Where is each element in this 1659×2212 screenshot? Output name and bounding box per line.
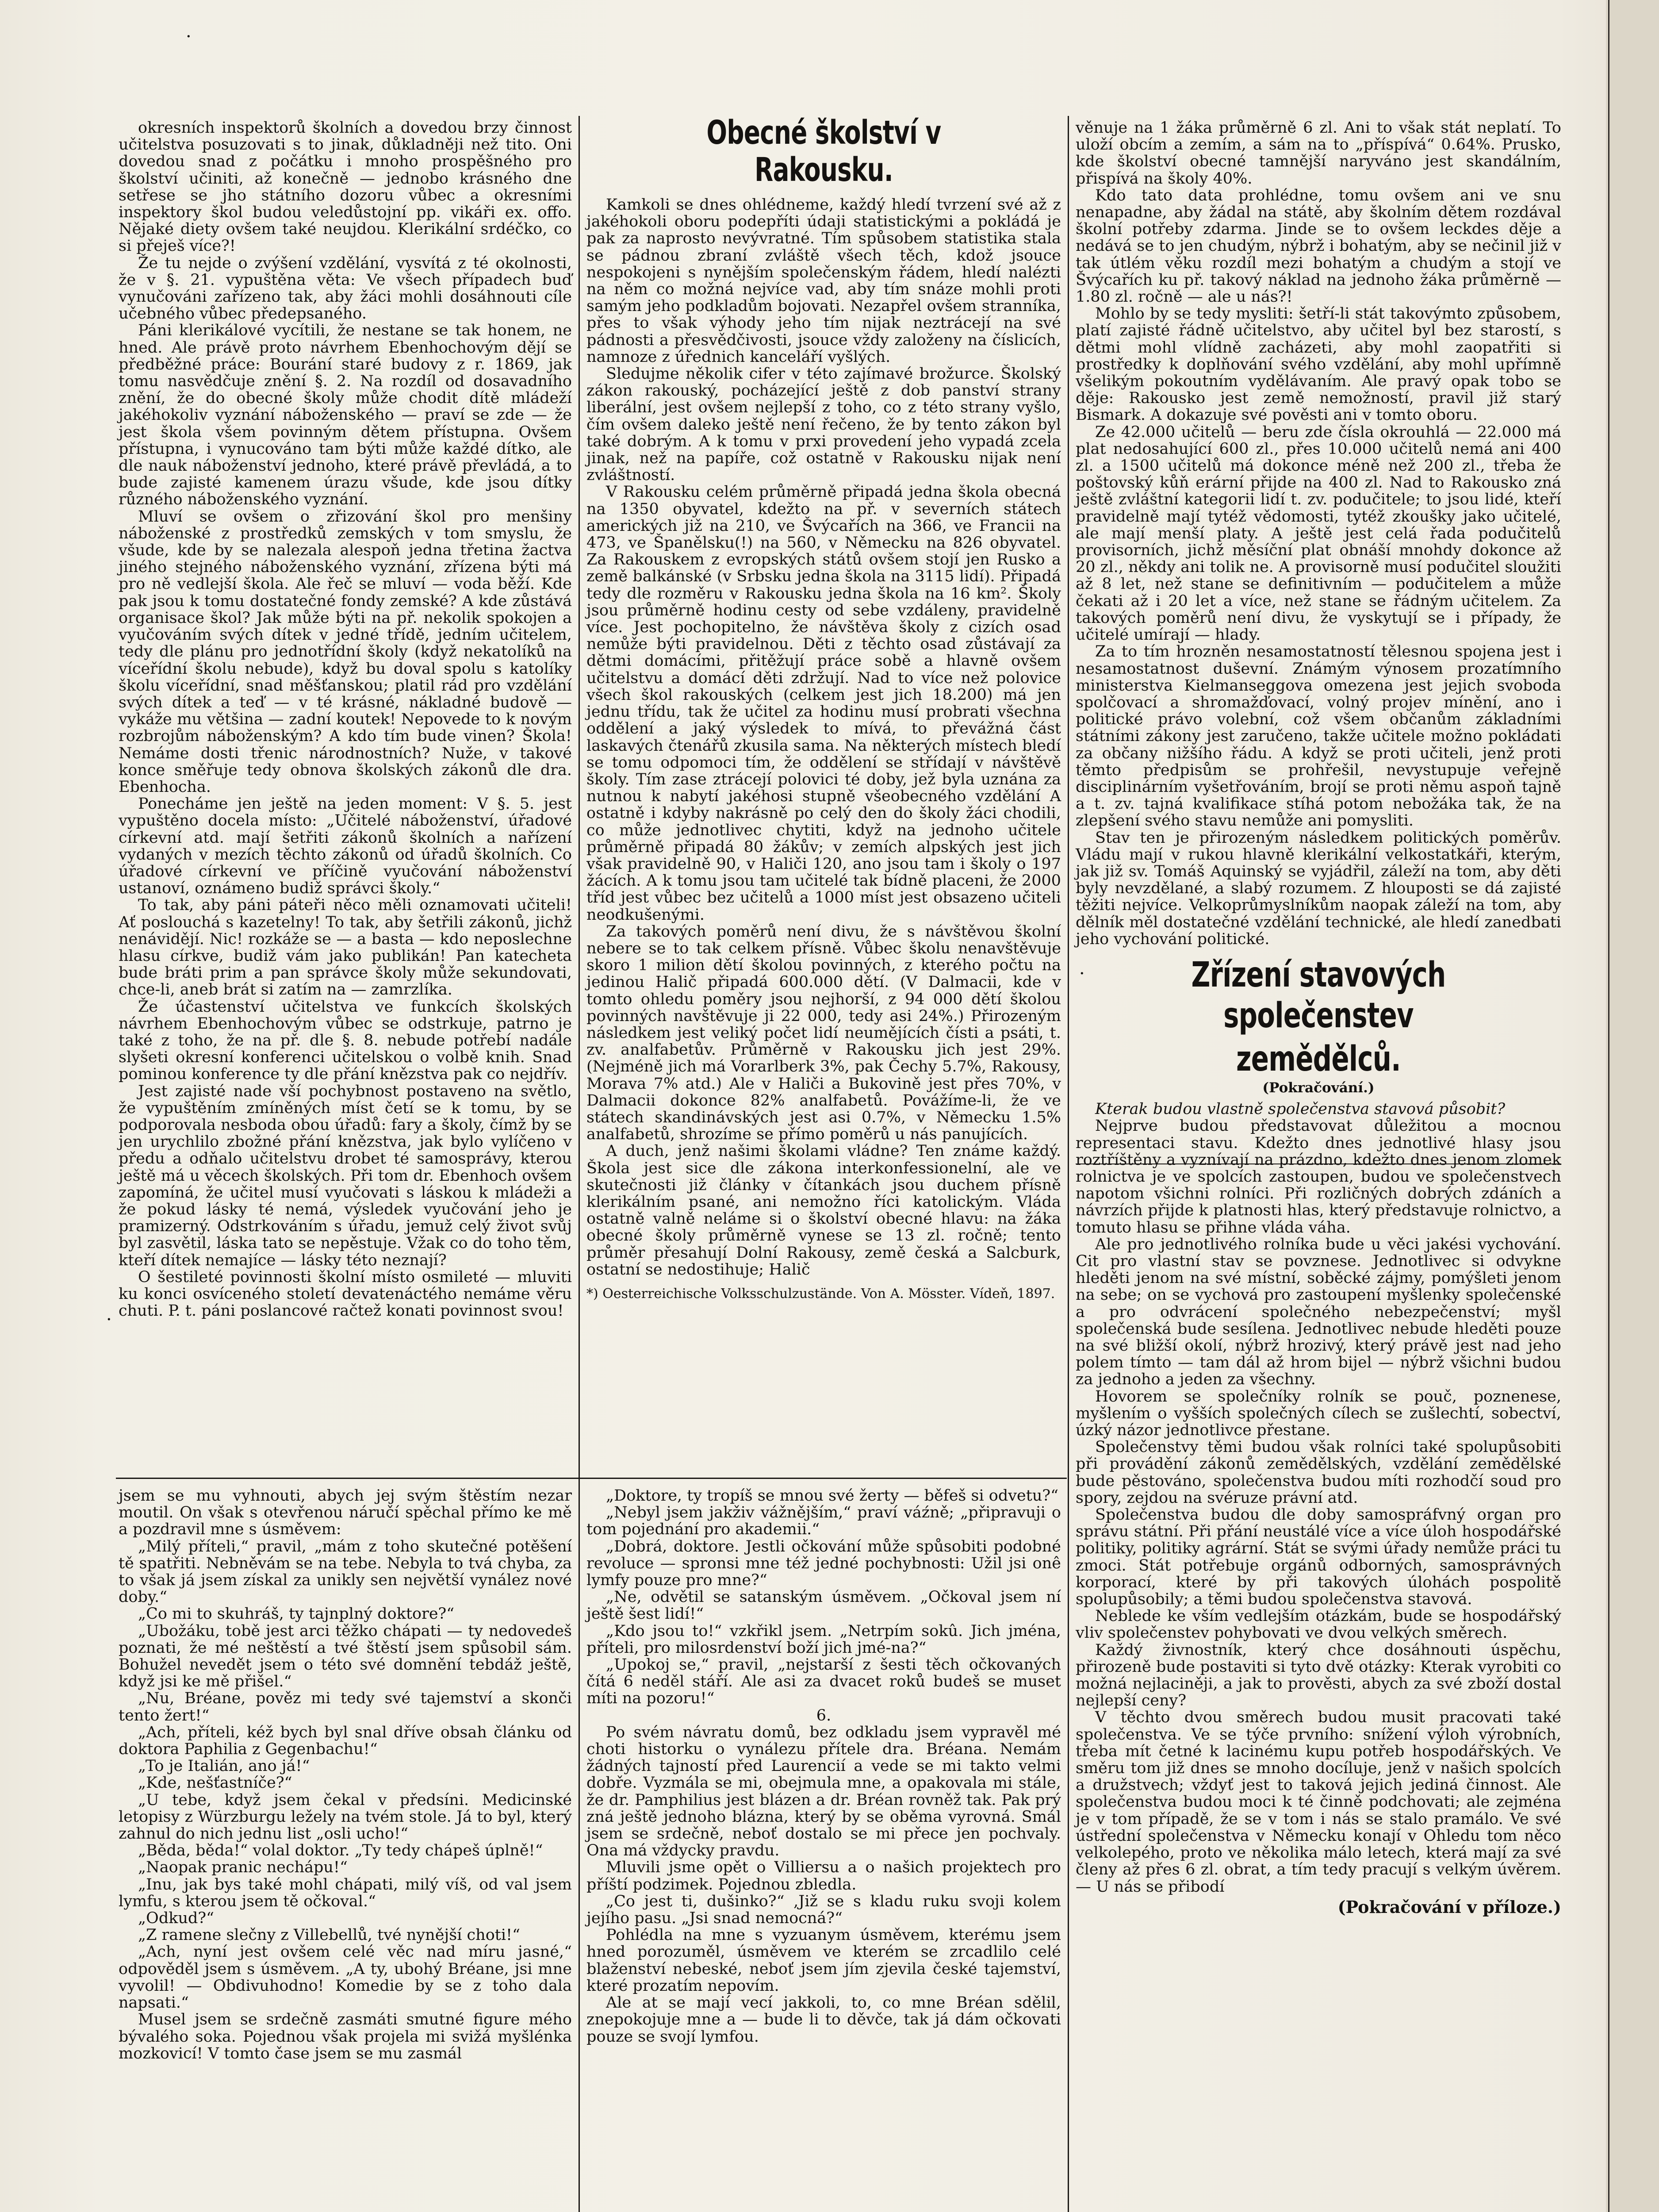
paragraph: Za takových poměrů není divu, že s návštěvou školní nebere se to tak celkem přísně. Vůbec školu nenavštěvuje skoro 1 milion dětí školou povinných, z kterého počtu na jedinou Halič připadá 600.000 dětí. (V Dalmacii, kde v tomto ohledu poměry jsou nejhorší, z 94 000 dětí školou povinných navštěvuje ji 22 000, tedy asi 24%.) Přirozeným následkem jest veliký počet lidí neumějících čísti a psáti, t. zv. analfabetův. Průměrně v Rakousku jich jest 29%. (Nejméně jich má Vorarlberk 3%, pak Čechy 5.7%, Rakousy, Morava 7% atd.) Ale v Haliči a Bukovině jest přes 70%, v Dalmacii dokonce 82% analfabetů. Povážíme-li, že ve státech skandinávských jest asi 0.7%, v Německu 1.5% analfabetů, shrozíme se přímo poměrů u nás panujících. — [586, 922, 1061, 1144]
paragraph: Že účastenství učitelstva ve funkcích školských návrhem Ebenhochovým vůbec se odstrkuje, patrno je také z toho, že na př. dle §. 8. nebude potřebí nadále slyšeti okresní konferenci učitelskou o volbě knih. Snad pominou konference ty dle přání knězstva pak co nejdřív. — [119, 998, 572, 1083]
feuilleton-rule — [116, 1478, 1067, 1479]
paragraph: Mluví se ovšem o zřizování škol pro menšiny náboženské z prostředků zemských v tom smyslu, že všude, kde by se nalezala alespoň jedna třetina žactva jiného stejného náboženského vyznání, zřízena býti má pro ně vedlejší škola. Ale řeč se mluví — voda běží. Kde pak jsou k tomu dostatečné fondy zemské? A kde zůstává organisace škol? Jak může býti na př. nekolik spokojen a vyučováním svých dítek v jedné třídě, jedním učitelem, tedy dle plánu pro jednotřídní školy (když nekatolíků na víceřídní školu nebude), když bu doval spolu s katolíky školu víceřídní, snad měšťanskou; platil rád pro vzdělání svých dítek a teď — v té krásné, nákladné budově — vykáže mu většina — zadní koutek! Nepovede to k novým rozbrojům náboženským? A kdo tím bude vinen? Škola! Nemáme dosti třenic národnostních? Nuže, v takové konce směřuje tedy obnova školských zákonů dle dra. Ebenhocha. — [119, 507, 572, 796]
bullet-mark: · — [1079, 963, 1085, 984]
paragraph: Sledujme několik cifer v této zajímavé brožurce. Školský zákon rakouský, pocházející ještě z dob panství strany liberální, jest ovšem nejlepší z toho, co z této strany vyšlo, čím ovšem daleko ještě není řečeno, že by tento zákon byl také dobrým. A k tomu v prxi provedení jeho vypadá zcela jinak, než na papíře, což ostatně v Rakousku nijak není zvláštností. — [586, 365, 1061, 484]
paragraph: věnuje na 1 žáka průměrně 6 zl. Ani to však stát neplatí. To uloží obcím a zemím, a sám na to „příspívá“ 0.64%. Prusko, kde školství obecné tamnější naryváno jest skandálním, přispívá na školy 40%. — [1076, 119, 1561, 188]
paragraph: Každý živnostník, který chce dosáhnouti úspěchu, přirozeně bude postaviti si tyto dvě otázky: Kterak vyrobiti co možná nejlaciněji, a jak to prověsti, abych za své zboží dostal nejlepší ceny? — [1076, 1641, 1561, 1710]
paragraph: O šestileté povinnosti školní místo osmileté — mluviti ku konci osvíceného století devatenáctého nemáme věru chuti. P. t. páni poslancové račtež konati povinnost svou! — [119, 1268, 572, 1320]
paragraph: „Co jest ti, dušinko?“ ,Již se s kladu ruku svoji kolem jejího pasu. „Jsi snad nemocná?“ — [586, 1892, 1061, 1928]
column-1-article — [119, 119, 572, 1319]
paragraph: Kamkoli se dnes ohlédneme, každý hledí tvrzení své až z jakéhokoli oboru podepříti údaji statistickými a pokládá je pak za naprosto nevývratné. Tím spůsobem statistika stala se pádnou zbraní zvláště všech těch, kdož jsouce nespokojeni s nynějším společenským řádem, hledí nalézti na něm co možná nejvíce vad, aby tím snáze mohli proti samým jeho podkladům bojovati. Nezapřel ovšem stranníka, přes to však výhody jeho tím nijak neztrácejí na své pádnosti a přesvědčivosti, jsouce vždy založeny na číslicích, namnoze z úřednich kanceláří vyšlých. — [586, 196, 1061, 366]
paragraph: Neblede ke vším vedlejším otázkám, bude se hospodářský vliv společenstev pohybovati ve dvou velkých směrech. — [1076, 1607, 1561, 1642]
section-header — [1076, 955, 1561, 1079]
paragraph: Po svém návratu domů, bez odkladu jsem vypravěl mé choti historku o vynálezu přítele dra. Bréana. Nemám žádných tajností před Laurencií a vede se mi takto velmi dobře. Vyzmála se mi, obejmula mne, a opakovala mi stále, že dr. Pamphilius jest blázen a dr. Bréan rovněž tak. Pak prý zná ještě jednoho blázna, který by se oběma vyrovná. Smál jsem se srdečně, neboť dostalo se mi přece jen pochvaly. Ona má vždycky pravdu. — [586, 1723, 1061, 1860]
chapter-number: 6. — [816, 1706, 831, 1724]
paragraph: Za to tím hrozněn nesamostatností tělesnou spojena jest i nesamostatnost duševní. Známým výnosem prozatímního ministerstva Kielmanseggova omezena jest jejich svoboda spolčovací a shromažďovací, volný projev mínění, ano i politické právo volební, což všem občanům základními státními zákony jest zaručeno, takže učitele možno pokládati za občany nižšího řádu. A když se proti učiteli, jenž proti těmto předpisům se prohřešil, nevystupuje veřejně disciplinárním vyšetřováním, brojí se proti němu aspoň tajně a t. zv. tajná kvalifikace stíhá potom nebožáka tak, že na zlepšení svého stavu nemůže ani pomysliti. — [1076, 643, 1561, 830]
section-headline: Zřízení stavových společenstev — [1191, 955, 1446, 1036]
paragraph: Páni klerikálové vycítili, že nestane se tak honem, ne hned. Ale právě proto návrhem Ebenhochovým dějí se předběžné práce: Bourání staré budovy z r. 1869, jak tomu nasvědčuje znění §. 2. Na rozdíl od dosavadního znění, že do obecné školy může chodit dítě mládeží jakéhokoliv vyznání náboženského — praví se zde — že jest škola všem povinným dětem přístupna. Ovšem přístupna, i vynucováno tam býti může každé dítko, ale dle nauk náboženství jednoho, které právě převládá, a to bude zajisté kamenem úrazu všude, kde jsou dítky různého náboženského vyznání. — [119, 322, 572, 509]
question: Kterak budou vlastně společenstva stavová působit? — [1095, 1100, 1506, 1118]
paragraph: Mohlo by se tedy mysliti: šetří-li stát takovýmto způsobem, platí zajisté řádně učitelstvo, aby učitel byl bez starostí, s dětmi mohl vlídně zacházeti, aby mohl zaopatřiti si prostředky k doplňování svého vzdělání, aby mohl upřímně všelikým pokoutním vydělávaním. Ale pravý opak tobo se děje: Rakousko jest země nemožností, pravil již starý Bismark. A dokazuje své pověsti ani v tomto oboru. — [1076, 305, 1561, 424]
column-2-article — [586, 111, 1061, 1302]
column-rule — [1068, 116, 1069, 2212]
paragraph: Společenstvy těmi budou však rolníci také spolupůsobiti při provádění zákonů zemědělských, vzdělání zemědělské bude pěstováno, společenstva budou míti rozhodčí soud pro spory, zejdou na svéruze právní atd. — [1076, 1438, 1561, 1507]
paragraph: Hovorem se společníky rolník se pouč, poznenese, myšlením o vyšších společných cílech se zušlechtí, sobectví, úzký názor jednotlivce přestane. — [1076, 1387, 1561, 1440]
paragraph: „Nebyl jsem jakživ vážnějším,“ praví váźně; „připravuji o tom pojednání pro akademii.“ — [586, 1504, 1061, 1539]
paragraph: Kdo tato data prohlédne, tomu ovšem ani ve snu nenapadne, aby žádal na státě, aby školním dětem rozdával školní potřeby zdarma. Jinde se to ovšem leckdes děje a nedává se to jen chudým, nýbrž i bohatým, aby se nečinil již v tak útlém věku rozdíl mezi bohatým a chudým a stojí ve Švýcařích ku př. takový náklad na jednoho žáka průměrně — 1.80 zl. ročně — ale u nás?! — [1076, 186, 1561, 306]
paragraph: „U tebe, když jsem čekal v předsíni. Medicinské letopisy z Würzburgu ležely na tvém stole. Já to byl, který zahnul do nich jednu list „osli ucho!“ — [119, 1791, 572, 1843]
paragraph: „Běda, běda!“ volal doktor. „Ty tedy chápeš úplně!“ — [138, 1842, 543, 1860]
paragraph: „Inu, jak bys také mohl chápati, milý víš, od val jsem lymfu, s kterou jsem tě očkoval.“ — [119, 1875, 572, 1910]
paragraph: Stav ten je přirozeným následkem politických poměrův. Vládu mají v rukou hlavně klerikální velkostatkáři, kterým, jak již sv. Tomáš Aquinský se vyjádřil, záleží na tom, aby děti byly nevzdělané, a slabý rozumem. Z hlouposti se dá zajisté těžiti nejvíce. Velkoprůmyslníkům naopak záleží na tom, aby dělník měl dostatečné vzdělání technické, ale hledí zanedbati jeho vychování politické. — [1076, 829, 1561, 948]
speck: · — [106, 1310, 112, 1330]
paragraph: „Ach, nyní jest ovšem celé věc nad míru jasné,“ odpověděl jsem s úsměvem. „A ty, ubohý Bréane, jsi mne vyvolil! — Obdivuhodno! Komedie by se z toho dala napsati.“ — [119, 1943, 572, 2012]
paragraph: „Milý příteli,“ pravil, „mám z toho skutečné potěšení tě spatřiti. Nebněvám se na tebe. Nebyla to tvá chyba, za to však já jsem získal za unikly sen největší vynález nové doby.“ — [119, 1537, 572, 1606]
paragraph: Pohlédla na mne s vyzuanym úsměvem, kterému jsem hned porozuměl, úsměvem ve kterém se zrcadlilo celé blaženství nebeské, neboť jsem jím zjevila české tajemství, které prozatím nepovím. — [586, 1926, 1061, 1995]
paragraph: „Dobrá, doktore. Jestli očkování může spůsobiti podobné revoluce — spronsi mne též jedné pochybnosti: Užil jsi onê lymfy pouze pro mne?“ — [586, 1537, 1061, 1590]
paragraph: „Ne, odvětil se satanským úsměvem. „Očkoval jsem ní ještě šest lidí!“ — [586, 1588, 1061, 1623]
paragraph: „Z ramene slečny z Villebellů, tvé nynější choti!“ — [138, 1926, 520, 1944]
paragraph: „Kde, nešťastníče?“ — [138, 1774, 292, 1792]
paragraph: „Odkud?“ — [138, 1909, 215, 1928]
paragraph: Jest zajisté nade vší pochybnost postaveno na světlo, že vypuštěním zmíněných míst četí se k tomu, by se podporovala nesboda obou úřadů: fary a školy, čímž by se jen urychlilo zbožné přání knězstva, jak bylo vylíčeno v předu a odňalo učitelstvu drobet té samosprávy, kterou ještě má u věcech školských. Při tom dr. Ebenhoch ovšem zapomíná, že učitel musí vyučovati s láskou k mládeži a že pokud lásky té nemá, výsledek vyučování jeho je pramizerný. Odstrkováním s úřadu, jemuž celý život svůj byl zasvětil, láska tato se nepěstuje. Vžak co do toho těm, kteří dítek nemajíce — lásky této neznají? — [119, 1082, 572, 1269]
section-headline: zemědělců. — [1236, 1039, 1401, 1079]
paragraph: Společenstva budou dle doby samospráfvný organ pro správu státní. Při přání neustálé více a více úloh hospodářské politiky, politiky agrární. Stát se svými úřady nemůže práci tu zmoci. Stát potřebuje orgánů odborných, samosprávných korporací, které by při takových úlohách pospolitě spolupůsobily; a těmi budou společenstva stavová. — [1076, 1506, 1561, 1609]
column-2-feuilleton — [586, 1487, 1061, 2045]
paragraph: Že tu nejde o zvýšení vzdělání, vysvítá z té okolnosti, že v §. 21. vypuštěna věta: Ve všech případech buď vynučováni zařízeno tak, aby žáci mohli dosáhnouti cíle učebného vůbec předepsaného. — [119, 254, 572, 323]
continuation-note: (Pokračování.) — [1262, 1079, 1375, 1096]
paragraph: „Doktore, ty tropíš se mnou své žerty — běfeš si odvetu?“ — [606, 1487, 1059, 1505]
paragraph: „To je Italián, ano já!“ — [138, 1757, 310, 1775]
paragraph: „Co mi to skuhráš, ty tajnplný doktore?“ — [138, 1605, 455, 1623]
article-headline: Obecné školství v Rakousku. — [706, 114, 941, 189]
paragraph: Mluvili jsme opět o Villiersu a o našich projektech pro příští podzimek. Pojednou zbledla. — [586, 1859, 1061, 1893]
speck: · — [186, 27, 192, 47]
paragraph: jsem se mu vyhnouti, abych jej svým štěstím nezar moutil. On však s otevřenou náručí spěchal přímo ke mě a pozdravil mne s úsměvem: — [119, 1487, 572, 1539]
column-1-feuilleton — [119, 1487, 572, 2062]
page-edge-line — [1608, 0, 1609, 2212]
paragraph: Nejprve budou představovat důležitou a mocnou representaci stavu. Kdežto dnes jednotlivé hlasy jsou roztříštěny a vyznívají na prázdno, kdežto dnes jenom zlomek rolnictva je ve spolcích zastoupen, budou ve společenstvech napotom všichni rolníci. Při rozličných dobrých zdáních a návrzích přijde k platnosti hlas, který představuje rolnictvo, a tomuto hlasu se přihne vláda váha. — [1076, 1117, 1561, 1237]
continued-in-supplement: (Pokračování v příloze.) — [1337, 1897, 1561, 1917]
column-3-article — [1076, 119, 1561, 1916]
paragraph: „Upokoj se,“ pravil, „nejstarší z šesti těch očkovaných čítá 6 neděl stáří. Ale asi za dvacet roků budeš se muset míti na pozoru!“ — [586, 1656, 1061, 1708]
paragraph: „Kdo jsou to!“ vzkřikl jsem. „Netrpím sokû. Jich jména, příteli, pro milosrdenství boží jich jmé-na?“ — [586, 1622, 1061, 1657]
paragraph: Ale pro jednotlivého rolníka bude u věci jakési vychování. Cit pro vlastní stav se povznese. Jednotlivec si odvykne hleděti jenom na své místní, soběcké zájmy, pomýšleti jenom na sebe; on se vychová pro zastoupení myšlenky společenské a pro odvrácení společného nebezpečenství; myšl společenská bude sesílena. Jednotlivec nebude hleděti pouze na své bližší okolí, nýbrž hrozivý, který právě jest nad jeho polem tímto — tam dál až hrom bijel — nýbrž všichni budou za jednoho a jeden za všechny. — [1076, 1235, 1561, 1389]
paragraph: V Rakousku celém průměrně připadá jedna škola obecná na 1350 obyvatel, kdežto na př. v severních státech amerických již na 210, ve Švýcařích na 366, ve Francii na 473, ve Španělsku(!) na 560, v Německu na 826 obyvatel. Za Rakouskem z evropských států ovšem stojí jen Rusko a země balkánské (v Srbsku jedna škola na 3115 lidí). Připadá tedy dle rozměru v Rakousku jedna škola na 16 km². Školy jsou průměrně hodinu cesty od sebe vzdáleny, pravidelně více. Jest pochopitelno, že návštěva školy z cizích osad nemůže býti pravidelnou. Děti z těchto osad zůstávají za dětmi domácími, přitěžují práce sobě a hlavně ovšem učitelstvu a domácí děti zdržují. Nad to více než polovice všech škol rakouských (celkem jest jich 18.200) má jen jednu třídu, tak že učitel za hodinu musí probrati všechna oddělení a jaký výsledek to mívá, to převážná část laskavých čtenářů zkusila sama. Na některých místech bledí se tomu odpomoci tím, že oddělení se střídají v návštěvě školy. Tím zase ztrácejí polovici té doby, jež byla uznána za nutnou k nabytí jakéhosi stupně všeobecného vzdělání A ostatně i kdyby nakrásně po celý den do školy žáci chodili, co může jednotlivec chytiti, když na jednoho učitele průměrně připadá 80 žákův; v zemích alpských jest jich však pravidelně 90, v Haliči 120, ano jsou tam i školy o 197 žácích. A k tomu jsou tam učitelé tak bídně placeni, že 2000 tříd jest vůbec bez učitelů a 1000 míst jest obsazeno učiteli neodkušenými. — [586, 483, 1061, 924]
paragraph: „Nu, Bréane, pověz mi tedy své tajemství a skonči tento žert!“ — [119, 1690, 572, 1724]
paragraph: V těchto dvou směrech budou musit pracovati také společenstva. Ve se týče prvního: snížení výloh výrobních, třeba mít četné k lacinému kupu potřeb hospodářských. Ve směru tom již dnes se mnoho docíluje, jenž v našich spolcích a družstvech; vždyť jest to taková jejich jediná činnost. Ale společenstva budou moci k té činně podchovati; ale zejména je v tom případě, že se v tom i nás se stalo pramálo. Ve své ústřední společenstva v Německu konají v Ohledu tom něco velkolepého, proto ve několika málo letech, která mají za své členy až přes 6 zl. obrat, a tím tedy pracují s velkým úvěrem. — U nás se přibodí — [1076, 1709, 1561, 1896]
paragraph: „Ach, příteli, kéž bych byl snal dříve obsah článku od doktora Paphilia z Gegenbachu!“ — [119, 1723, 572, 1759]
paragraph: Ponecháme jen ještě na jeden moment: V §. 5. jest vypuštěno docela místo: „Učitelé náboženství, úřadové církevní atd. mají šetřiti zákonů školních a nařízení vydaných v mezích těchto zákonů od úřadů školních. Co úřadové církevní ve příčině vyučování náboženství ustanoví, oznámeno budiž správci školy.“ — [119, 795, 572, 898]
paragraph: To tak, aby páni páteři něco měli oznamovati učiteli! Ať poslouchá s kazetelny! To tak, aby šetřili zákonů, jichž nenávidějí. Nic! rozkáže se — a basta — kdo neposlechne hlasu církve, budiž vám jako publikán! Pan katecheta bude bráti prim a pan správce školy může sekundovati, chce-li, aneb brát si zatím na — zamrzlíka. — [119, 896, 572, 999]
paragraph: „Naopak pranic nechápu!“ — [138, 1859, 348, 1877]
footnote: *) Oesterreichische Volksschulzustände. Von A. Mösster. Vídeň, 1897. — [586, 1286, 1055, 1302]
paragraph: okresních inspektorů školních a dovedou brzy činnost učitelstva posuzovati s to jinak, důkladněji než tito. Oni dovedou snad z počátku i mnoho prospěšného pro školství učiniti, až konečně — jednobo krásného dne setřese se jho státního dozoru vůbec a okresními inspektory škol budou veledůstojní pp. vikáři ex. offo. Nějaké diety ovšem také neujdou. Klerikální srdéčko, co si přeješ více?! — [119, 119, 572, 255]
page-edge — [1606, 0, 1659, 2212]
paragraph: Ze 42.000 učitelů — beru zde čísla okrouhlá — 22.000 má plat nedosahující 600 zl., přes 10.000 učitelů nemá ani 400 zl. a 1500 učitelů má dokonce méně než 200 zl., třeba že poštovský kůň erární přijde na 400 zl. Nad to Rakousko zná ještě zvláštní kategorii lidí t. zv. podučitele; to jsou lidé, kteří pravidelně mají tytéž vědomosti, tytéž zkoušky jako učitelé, ale mají menší platy. A ještě jest celá řada podučitelů provisorních, jichž měsíční plat obnáší mnohdy dokonce až 20 zl., někdy ani tolik ne. A provisorně musí podučitel sloužiti až 8 let, než stane se definitivním — podučitelem a může čekati až i 20 let a více, než stane se řádným učitelem. Za takových poměrů není divu, že vyskytují se i případy, že učitelé umírají — hlady. — [1076, 423, 1561, 644]
paragraph: Ale at se mají vecí jakkoli, to, co mne Bréan sdělil, znepokojuje mne a — bude li to děvče, tak já dám očkovati pouze se svojí lymfou. — [586, 1994, 1061, 2046]
paragraph: Musel jsem se srdečně zasmáti smutné figure mého bývalého soka. Pojednou však projela mi svižá myšlénka mozkovicí! V tomto čase jsem se mu zasmál — [119, 2011, 572, 2062]
paragraph: A duch, jenž našimi školami vládne? Ten známe každý. Škola jest sice dle zákona interkonfessionelní, ale ve skutečnosti již články v čítankách jsou duchem přísně klerikálním psané, ani nemožno říci katolickým. Vláda ostatně valně neláme si o školství obecné hlavu: na žáka obecné školy průměrně vynese se 13 zl. ročně; tento průměr přesahují Dolní Rakousy, země česká a Salcburk, ostatní se nedostihuje; Halič — [586, 1142, 1061, 1279]
column-rule — [579, 116, 580, 2212]
paragraph: „Ubožáku, tobě jest arci těžko chápati — ty nedovedeš poznati, že mé neštěstí a tvé štěstí jsem spůsobil sám. Bohužel nevedět jsem o této své domnění tebdáž ještě, když jsi ke mě přišel.“ — [119, 1622, 572, 1691]
